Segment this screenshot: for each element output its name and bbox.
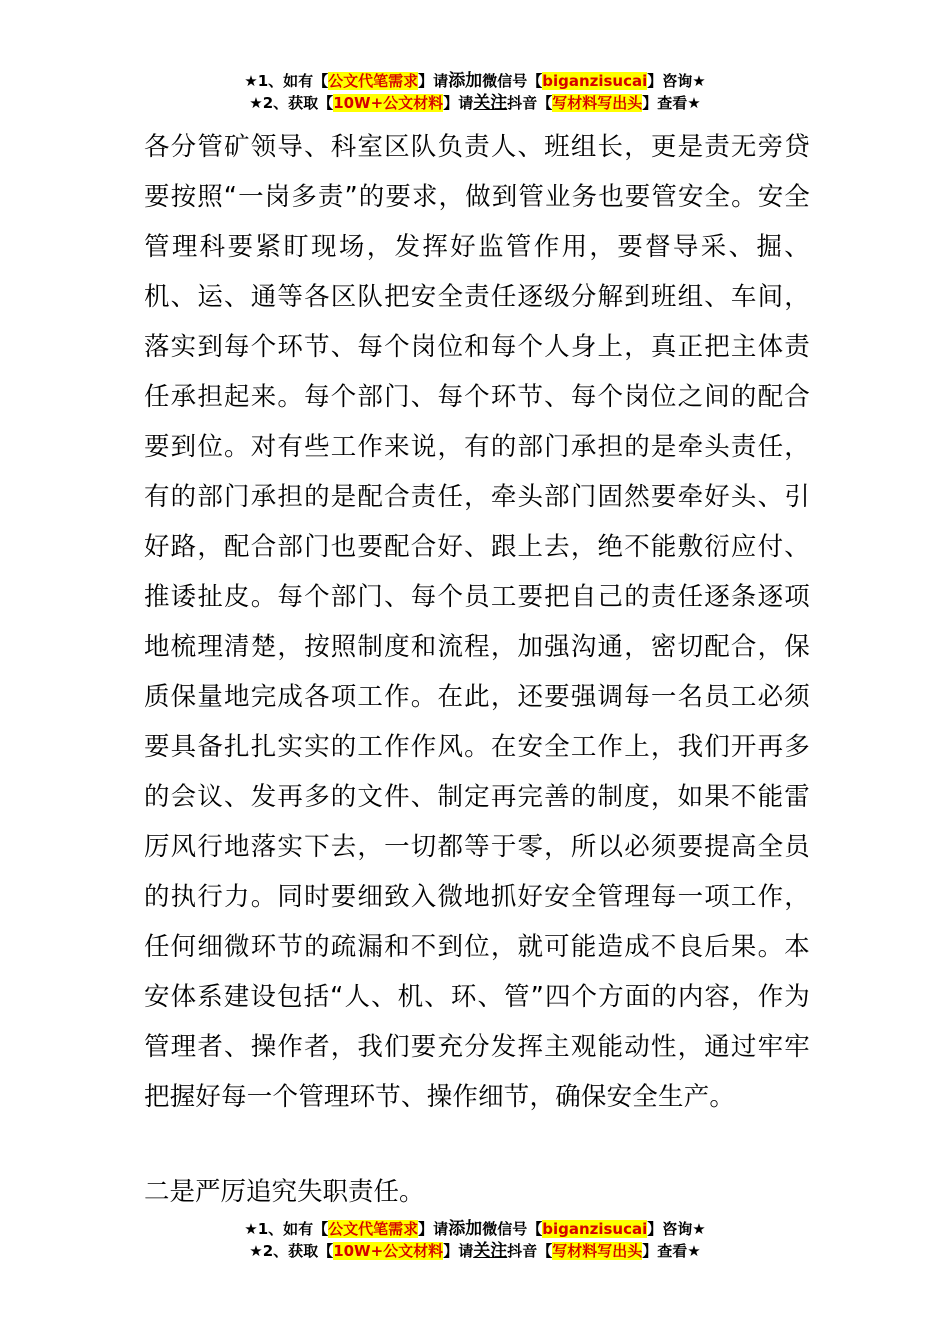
emphasis-word: 添加	[448, 1219, 483, 1239]
highlight-douyin-account: 写材料写出头	[552, 1242, 643, 1260]
highlight-service: 公文代笔需求	[328, 72, 419, 90]
promo-line-1: ★1、如有【公文代笔需求】请添加微信号【biganzisucai】咨询★	[244, 1219, 706, 1239]
promo-banner-bottom	[0, 1218, 950, 1262]
body-paragraph: 各分管矿领导、科室区队负责人、班组长，更是责无旁贷要按照“一岗多责”的要求，做到管业务也要管安全。安全管理科要紧盯现场，发挥好监管作用，要督导采、掘、机、运、通等各区队把安全责任逐级分解到班组、车间，落实到每个环节、每个岗位和每个人身上，真正把主体责任承担起来。每个部门、每个环节、每个岗位之间的配合要到位。对有些工作来说，有的部门承担的是牵头责任，有的部门承担的是配合责任，牵头部门固然要牵好头、引好路，配合部门也要配合好、跟上去，绝不能敷衍应付、推诿扯皮。每个部门、每个员工要把自己的责任逐条逐项地梳理清楚，按照制度和流程，加强沟通，密切配合，保质保量地完成各项工作。在此，还要强调每一名员工必须要具备扎扎实实的工作作风。在安全工作上，我们开再多的会议、发再多的文件、制定再完善的制度，如果不能雷厉风行地落实下去，一切都等于零，所以必须要提高全员的执行力。同时要细致入微地抓好安全管理每一项工作，任何细微环节的疏漏和不到位，就可能造成不良后果。本安体系建设包括“人、机、环、管”四个方面的内容，作为管理者、操作者，我们要充分发挥主观能动性，通过牢牢把握好每一个管理环节、操作细节，确保安全生产。	[144, 132, 810, 1112]
highlight-wechat-id: biganzisucai	[542, 1220, 648, 1238]
promo-banner-top	[0, 70, 950, 114]
promo-line-2: ★2、获取【10W+公文材料】请关注抖音【写材料写出头】查看★	[249, 1241, 701, 1261]
emphasis-word: 关注	[473, 1241, 508, 1261]
highlight-materials: 10W+公文材料	[333, 1242, 444, 1260]
highlight-douyin-account: 写材料写出头	[552, 94, 643, 112]
emphasis-word: 关注	[473, 93, 508, 113]
promo-line-1: ★1、如有【公文代笔需求】请添加微信号【biganzisucai】咨询★	[244, 71, 706, 91]
section-heading: 二是严厉追究失职责任。	[144, 1177, 425, 1207]
highlight-wechat-id: biganzisucai	[542, 72, 648, 90]
highlight-service: 公文代笔需求	[328, 1220, 419, 1238]
emphasis-word: 添加	[448, 71, 483, 91]
promo-line-2: ★2、获取【10W+公文材料】请关注抖音【写材料写出头】查看★	[249, 93, 701, 113]
highlight-materials: 10W+公文材料	[333, 94, 444, 112]
